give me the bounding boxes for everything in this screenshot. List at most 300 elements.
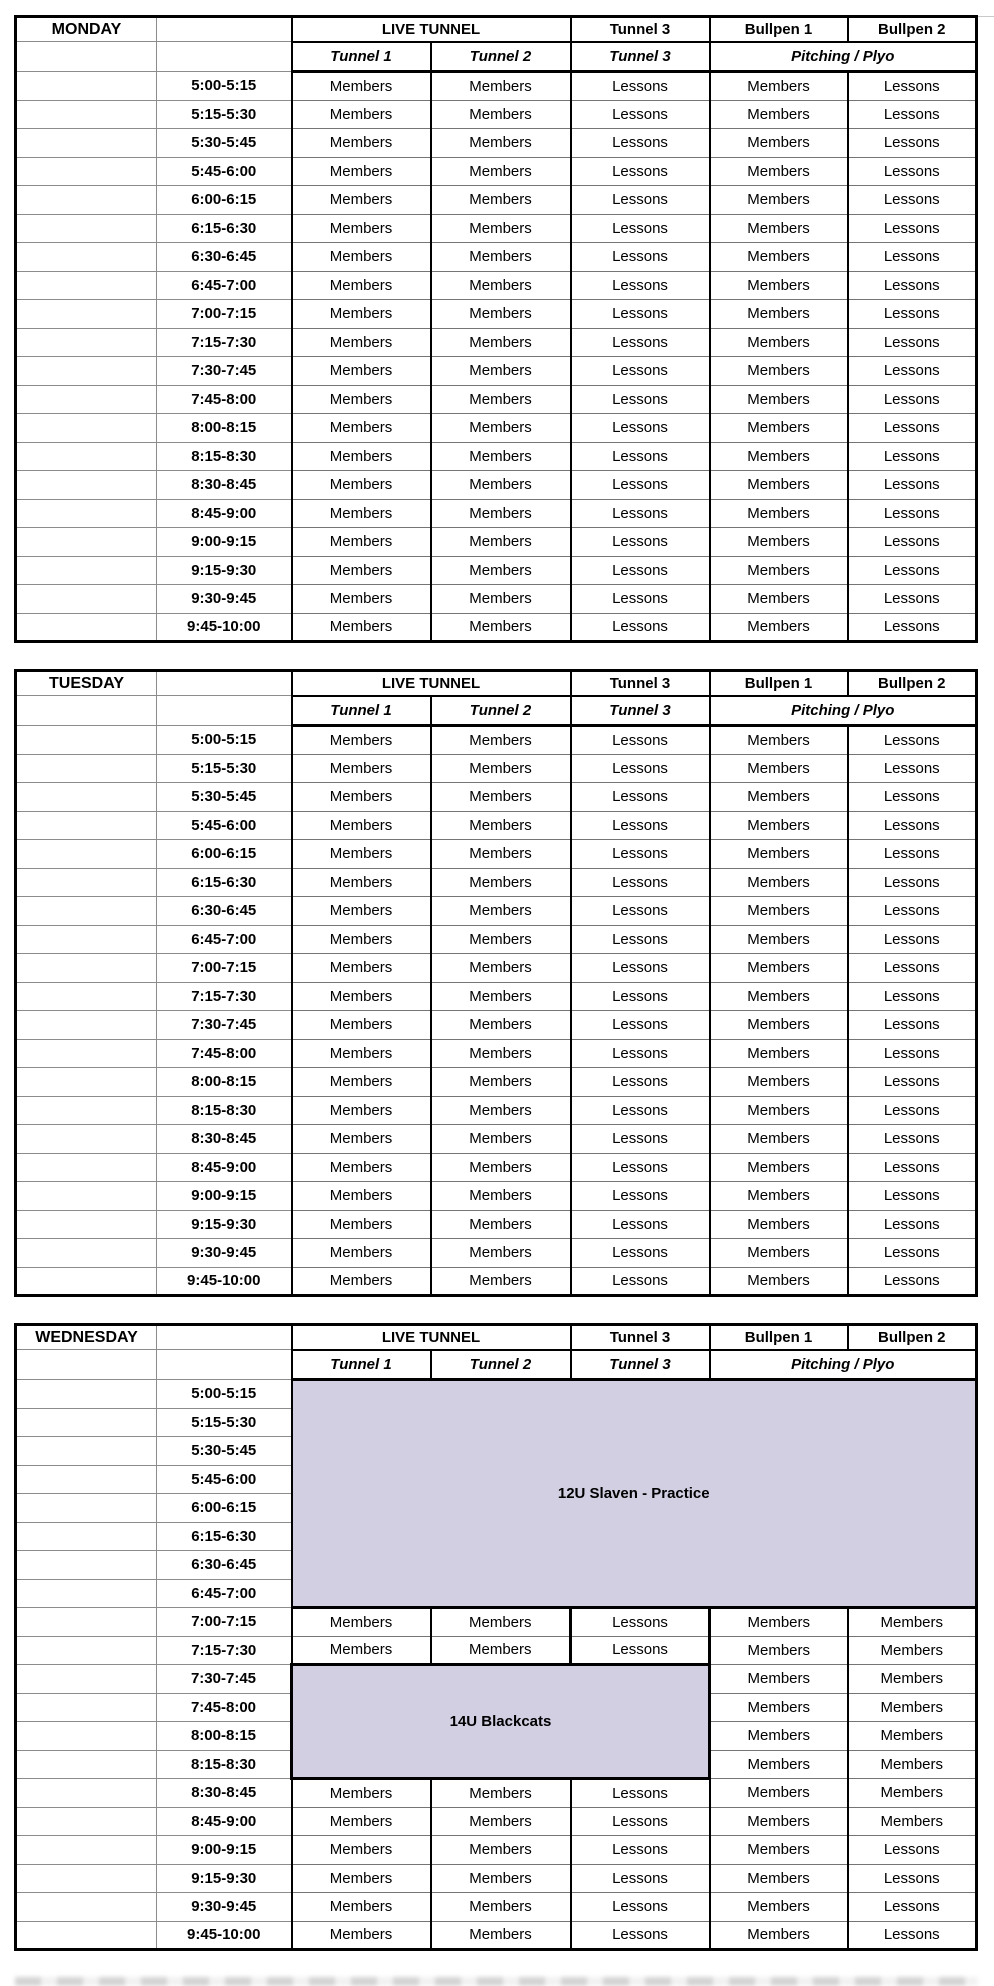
- schedule-cell: Members: [710, 442, 848, 471]
- time-slot-label: 6:45-7:00: [157, 925, 292, 954]
- time-slot-label: 9:15-9:30: [157, 1210, 292, 1239]
- schedule-cell: Lessons: [848, 1239, 977, 1268]
- schedule-cell: Lessons: [848, 414, 977, 443]
- schedule-cell: Lessons: [848, 1893, 977, 1922]
- schedule-cell: Members: [431, 1210, 571, 1239]
- time-slot-label: 5:45-6:00: [157, 811, 292, 840]
- schedule-cell: Lessons: [848, 868, 977, 897]
- schedule-cell: Members: [710, 1750, 848, 1779]
- schedule-row: [16, 214, 977, 243]
- schedule-cell: Members: [292, 1608, 431, 1637]
- schedule-cell: Lessons: [848, 1068, 977, 1097]
- column-subheader-tunnel-2: Tunnel 2: [431, 696, 571, 726]
- schedule-cell: Members: [292, 357, 431, 386]
- schedule-cell: Lessons: [571, 499, 710, 528]
- column-header-bullpen-2: Bullpen 2: [848, 17, 977, 42]
- schedule-cell: Lessons: [848, 328, 977, 357]
- time-slot-label: 7:30-7:45: [157, 1665, 292, 1694]
- time-slot-label: 5:45-6:00: [157, 157, 292, 186]
- schedule-cell: Members: [292, 300, 431, 329]
- time-slot-label: 5:30-5:45: [157, 783, 292, 812]
- schedule-cell: Lessons: [571, 528, 710, 557]
- schedule-cell: Lessons: [571, 1068, 710, 1097]
- day-column-cell: [16, 471, 157, 500]
- time-slot-label: 8:15-8:30: [157, 1750, 292, 1779]
- schedule-cell: Lessons: [571, 214, 710, 243]
- schedule-row: [16, 1380, 977, 1409]
- schedule-cell: Lessons: [848, 1153, 977, 1182]
- schedule-cell: Members: [292, 414, 431, 443]
- schedule-cell: Lessons: [848, 528, 977, 557]
- schedule-row: [16, 1239, 977, 1268]
- day-column-cell: [16, 300, 157, 329]
- day-column-cell: [16, 1039, 157, 1068]
- day-column-cell: [16, 954, 157, 983]
- schedule-row: [16, 982, 977, 1011]
- day-column-cell: [16, 925, 157, 954]
- schedule-row: [16, 1182, 977, 1211]
- sub-header-row: [16, 1350, 977, 1380]
- schedule-cell: Lessons: [848, 300, 977, 329]
- time-slot-label: 9:30-9:45: [157, 585, 292, 614]
- schedule-cell: Members: [710, 1182, 848, 1211]
- time-slot-label: 8:15-8:30: [157, 1096, 292, 1125]
- schedule-cell: Members: [848, 1636, 977, 1665]
- schedule-cell: Members: [431, 72, 571, 101]
- schedule-row: [16, 414, 977, 443]
- schedule-row: [16, 271, 977, 300]
- schedule-cell: Members: [710, 1096, 848, 1125]
- schedule-cell: Lessons: [571, 1893, 710, 1922]
- schedule-cell: Members: [710, 1210, 848, 1239]
- schedule-cell: Members: [292, 556, 431, 585]
- schedule-cell: Members: [710, 1125, 848, 1154]
- day-column-cell: [16, 357, 157, 386]
- schedule-cell: Lessons: [571, 271, 710, 300]
- schedule-cell: Members: [431, 954, 571, 983]
- schedule-cell: Members: [710, 840, 848, 869]
- day-column-cell: [16, 783, 157, 812]
- schedule-row: [16, 1125, 977, 1154]
- day-column-cell: [16, 1068, 157, 1097]
- schedule-cell: Members: [431, 1864, 571, 1893]
- column-header-live-tunnel: LIVE TUNNEL: [292, 17, 571, 42]
- time-slot-label: 6:30-6:45: [157, 243, 292, 272]
- schedule-cell: Members: [292, 243, 431, 272]
- schedule-cell: Members: [431, 556, 571, 585]
- schedule-cell: Members: [710, 72, 848, 101]
- time-slot-label: 8:30-8:45: [157, 1125, 292, 1154]
- day-column-cell: [16, 1153, 157, 1182]
- schedule-cell: Lessons: [571, 840, 710, 869]
- day-column-cell: [16, 1921, 157, 1950]
- schedule-cell: Lessons: [571, 157, 710, 186]
- schedule-row: [16, 357, 977, 386]
- day-label: WEDNESDAY: [16, 1325, 157, 1350]
- schedule-cell: Members: [292, 442, 431, 471]
- schedule-cell: Members: [292, 754, 431, 783]
- schedule-cell: Members: [431, 840, 571, 869]
- schedule-cell: Members: [292, 726, 431, 755]
- column-subheader-tunnel-3: Tunnel 3: [571, 696, 710, 726]
- day-column-cell: [16, 613, 157, 642]
- time-slot-label: 9:00-9:15: [157, 1182, 292, 1211]
- day-label: MONDAY: [16, 17, 157, 42]
- column-header-bullpen-1: Bullpen 1: [710, 671, 848, 696]
- day-column-cell: [16, 1267, 157, 1296]
- schedule-cell: Members: [292, 954, 431, 983]
- schedule-cell: Members: [431, 585, 571, 614]
- schedule-cell: Members: [431, 1921, 571, 1950]
- schedule-cell: Members: [431, 271, 571, 300]
- time-slot-label: 6:00-6:15: [157, 1494, 292, 1523]
- time-slot-label: 5:00-5:15: [157, 726, 292, 755]
- column-header-tunnel-3: Tunnel 3: [571, 1325, 710, 1350]
- day-column-cell: [16, 129, 157, 158]
- schedule-cell: Lessons: [571, 129, 710, 158]
- schedule-cell: Members: [848, 1750, 977, 1779]
- schedule-cell: Members: [710, 271, 848, 300]
- schedule-cell: Lessons: [571, 243, 710, 272]
- schedule-cell: Members: [431, 1267, 571, 1296]
- schedule-cell: Members: [292, 157, 431, 186]
- header-empty-cell: [157, 671, 292, 696]
- column-subheader-tunnel-1: Tunnel 1: [292, 1350, 431, 1380]
- day-column-cell: [16, 1210, 157, 1239]
- schedule-cell: Members: [710, 357, 848, 386]
- schedule-cell: Lessons: [848, 783, 977, 812]
- schedule-cell: Members: [431, 385, 571, 414]
- header-empty-cell: [157, 1350, 292, 1380]
- time-slot-label: 6:30-6:45: [157, 1551, 292, 1580]
- group-header-row: [16, 1325, 977, 1350]
- day-column-cell: [16, 1807, 157, 1836]
- day-column-cell: [16, 811, 157, 840]
- schedule-cell: Lessons: [571, 385, 710, 414]
- header-empty-cell: [157, 42, 292, 72]
- day-column-cell: [16, 528, 157, 557]
- schedule-cell: Members: [292, 1779, 431, 1808]
- column-subheader-tunnel-2: Tunnel 2: [431, 42, 571, 72]
- schedule-cell: Members: [710, 243, 848, 272]
- schedule-cell: Members: [292, 1096, 431, 1125]
- schedule-cell: Lessons: [848, 1039, 977, 1068]
- schedule-row: [16, 1636, 977, 1665]
- schedule-row: [16, 868, 977, 897]
- schedule-cell: Lessons: [571, 186, 710, 215]
- schedule-cell: Members: [431, 442, 571, 471]
- schedule-cell: Members: [710, 1779, 848, 1808]
- schedule-cell: Members: [710, 811, 848, 840]
- schedule-cell: Members: [292, 1921, 431, 1950]
- schedule-cell: Lessons: [571, 300, 710, 329]
- schedule-row: [16, 1068, 977, 1097]
- schedule-cell: Lessons: [848, 754, 977, 783]
- schedule-cell: Members: [710, 585, 848, 614]
- schedule-cell: Members: [431, 100, 571, 129]
- spreadsheet-gridline: [978, 16, 994, 17]
- schedule-cell: Members: [431, 811, 571, 840]
- schedule-cell: Members: [710, 897, 848, 926]
- time-slot-label: 7:45-8:00: [157, 385, 292, 414]
- schedule-cell: Lessons: [848, 243, 977, 272]
- day-column-cell: [16, 1750, 157, 1779]
- schedule-cell: Lessons: [571, 1210, 710, 1239]
- schedule-row: [16, 1779, 977, 1808]
- time-slot-label: 8:45-9:00: [157, 499, 292, 528]
- schedule-cell: Members: [710, 1921, 848, 1950]
- schedule-cell: Lessons: [848, 613, 977, 642]
- schedule-row: [16, 442, 977, 471]
- schedule-cell: Members: [292, 385, 431, 414]
- schedule-cell: Lessons: [571, 328, 710, 357]
- schedule-cell: Lessons: [571, 1608, 710, 1637]
- time-slot-label: 9:00-9:15: [157, 1836, 292, 1865]
- schedule-cell: Lessons: [848, 1836, 977, 1865]
- schedule-row: [16, 100, 977, 129]
- column-header-bullpen-2: Bullpen 2: [848, 671, 977, 696]
- time-slot-label: 7:45-8:00: [157, 1693, 292, 1722]
- schedule-cell: Members: [431, 1779, 571, 1808]
- time-slot-label: 9:30-9:45: [157, 1893, 292, 1922]
- time-slot-label: 6:00-6:15: [157, 186, 292, 215]
- time-slot-label: 8:00-8:15: [157, 1068, 292, 1097]
- schedule-row: [16, 1096, 977, 1125]
- schedule-cell: Lessons: [571, 471, 710, 500]
- time-slot-label: 9:45-10:00: [157, 1267, 292, 1296]
- day-column-cell: [16, 1522, 157, 1551]
- schedule-cell: Lessons: [848, 982, 977, 1011]
- schedule-cell: Members: [710, 613, 848, 642]
- schedule-cell: Members: [292, 328, 431, 357]
- schedule-cell: Members: [848, 1608, 977, 1637]
- schedule-cell: Members: [710, 528, 848, 557]
- time-slot-label: 8:00-8:15: [157, 1722, 292, 1751]
- time-slot-label: 6:00-6:15: [157, 840, 292, 869]
- column-header-bullpen-1: Bullpen 1: [710, 17, 848, 42]
- day-column-cell: [16, 1551, 157, 1580]
- schedule-cell: Members: [292, 499, 431, 528]
- column-subheader-tunnel-1: Tunnel 1: [292, 42, 431, 72]
- schedule-cell: Members: [710, 1153, 848, 1182]
- schedule-cell: Members: [710, 1011, 848, 1040]
- schedule-cell: Members: [710, 1239, 848, 1268]
- column-subheader-pitching-plyo: Pitching / Plyo: [710, 42, 977, 72]
- schedule-cell: Members: [710, 783, 848, 812]
- schedule-cell: Lessons: [848, 1182, 977, 1211]
- schedule-cell: Lessons: [848, 129, 977, 158]
- schedule-cell: Lessons: [571, 585, 710, 614]
- schedule-cell: Members: [710, 100, 848, 129]
- schedule-cell: Members: [292, 613, 431, 642]
- schedule-cell: Members: [710, 1608, 848, 1637]
- schedule-cell: Members: [292, 72, 431, 101]
- time-slot-label: 7:30-7:45: [157, 357, 292, 386]
- day-column-cell: [16, 243, 157, 272]
- schedule-cell: Members: [710, 1636, 848, 1665]
- schedule-cell: Lessons: [571, 868, 710, 897]
- schedule-row: [16, 1836, 977, 1865]
- day-column-cell: [16, 499, 157, 528]
- schedule-cell: Members: [848, 1807, 977, 1836]
- group-header-row: [16, 671, 977, 696]
- schedule-cell: Members: [292, 1864, 431, 1893]
- merged-event-cell: 12U Slaven - Practice: [292, 1380, 977, 1608]
- schedule-cell: Members: [292, 271, 431, 300]
- time-slot-label: 8:00-8:15: [157, 414, 292, 443]
- schedule-cell: Members: [431, 1182, 571, 1211]
- schedule-cell: Members: [292, 100, 431, 129]
- time-slot-label: 9:15-9:30: [157, 1864, 292, 1893]
- schedule-cell: Lessons: [848, 726, 977, 755]
- schedule-cell: Lessons: [571, 1267, 710, 1296]
- schedule-cell: Members: [710, 556, 848, 585]
- schedule-row: [16, 613, 977, 642]
- schedule-cell: Members: [431, 868, 571, 897]
- day-column-cell: [16, 1893, 157, 1922]
- header-empty-cell: [16, 696, 157, 726]
- schedule-cell: Members: [848, 1779, 977, 1808]
- schedule-cell: Lessons: [571, 897, 710, 926]
- day-column-cell: [16, 840, 157, 869]
- schedule-cell: Lessons: [848, 1921, 977, 1950]
- schedule-cell: Members: [431, 613, 571, 642]
- schedule-cell: Lessons: [571, 925, 710, 954]
- schedule-cell: Lessons: [848, 556, 977, 585]
- day-column-cell: [16, 72, 157, 101]
- day-column-cell: [16, 1380, 157, 1409]
- day-column-cell: [16, 186, 157, 215]
- schedule-cell: Lessons: [848, 442, 977, 471]
- schedule-cell: Members: [710, 1068, 848, 1097]
- schedule-cell: Members: [292, 1210, 431, 1239]
- schedule-cell: Members: [710, 385, 848, 414]
- schedule-row: [16, 585, 977, 614]
- schedule-cell: Members: [431, 129, 571, 158]
- schedule-cell: Lessons: [571, 1921, 710, 1950]
- schedule-row: [16, 528, 977, 557]
- schedule-cell: Members: [292, 1267, 431, 1296]
- day-column-cell: [16, 726, 157, 755]
- schedule-cell: Members: [431, 243, 571, 272]
- schedule-cell: Members: [431, 897, 571, 926]
- schedule-cell: Members: [710, 1693, 848, 1722]
- column-subheader-pitching-plyo: Pitching / Plyo: [710, 1350, 977, 1380]
- schedule-cell: Members: [848, 1722, 977, 1751]
- time-slot-label: 8:45-9:00: [157, 1153, 292, 1182]
- schedule-row: [16, 1665, 977, 1694]
- schedule-cell: Lessons: [848, 385, 977, 414]
- day-column-cell: [16, 100, 157, 129]
- schedule-cell: Members: [292, 1153, 431, 1182]
- schedule-cell: Members: [431, 1011, 571, 1040]
- schedule-cell: Members: [292, 783, 431, 812]
- time-slot-label: 8:45-9:00: [157, 1807, 292, 1836]
- time-slot-label: 9:15-9:30: [157, 556, 292, 585]
- schedule-cell: Lessons: [848, 271, 977, 300]
- day-column-cell: [16, 897, 157, 926]
- time-slot-label: 7:15-7:30: [157, 982, 292, 1011]
- schedule-cell: Members: [710, 726, 848, 755]
- schedule-cell: Lessons: [571, 1836, 710, 1865]
- schedule-cell: Members: [710, 1807, 848, 1836]
- day-column-cell: [16, 1494, 157, 1523]
- schedule-cell: Members: [292, 1807, 431, 1836]
- merged-event-cell: 14U Blackcats: [292, 1665, 710, 1779]
- time-slot-label: 7:00-7:15: [157, 1608, 292, 1637]
- day-column-cell: [16, 754, 157, 783]
- schedule-cell: Lessons: [571, 982, 710, 1011]
- schedule-cell: Lessons: [848, 100, 977, 129]
- time-slot-label: 7:30-7:45: [157, 1011, 292, 1040]
- schedule-cell: Lessons: [571, 1153, 710, 1182]
- day-column-cell: [16, 385, 157, 414]
- schedule-cell: Lessons: [848, 1267, 977, 1296]
- schedule-cell: Members: [710, 982, 848, 1011]
- schedule-cell: Members: [710, 1864, 848, 1893]
- schedule-cell: Members: [431, 499, 571, 528]
- schedule-row: [16, 72, 977, 101]
- time-slot-label: 6:45-7:00: [157, 271, 292, 300]
- schedule-cell: Members: [710, 868, 848, 897]
- schedule-cell: Lessons: [848, 585, 977, 614]
- schedule-cell: Members: [292, 1039, 431, 1068]
- schedule-row: [16, 385, 977, 414]
- schedule-cell: Members: [292, 129, 431, 158]
- schedule-cell: Lessons: [848, 157, 977, 186]
- schedule-cell: Members: [710, 499, 848, 528]
- schedule-cell: Members: [431, 1807, 571, 1836]
- day-column-cell: [16, 556, 157, 585]
- schedule-cell: Lessons: [571, 1239, 710, 1268]
- schedule-cell: Lessons: [848, 811, 977, 840]
- schedule-row: [16, 1921, 977, 1950]
- schedule-cell: Lessons: [571, 1039, 710, 1068]
- time-slot-label: 5:00-5:15: [157, 72, 292, 101]
- schedule-cell: Members: [292, 1836, 431, 1865]
- schedule-cell: Lessons: [848, 214, 977, 243]
- schedule-table-wednesday: [14, 1323, 978, 1951]
- day-column-cell: [16, 1239, 157, 1268]
- day-column-cell: [16, 1608, 157, 1637]
- sub-header-row: [16, 42, 977, 72]
- schedule-cell: Members: [431, 754, 571, 783]
- schedule-cell: Lessons: [571, 1636, 710, 1665]
- schedule-cell: Members: [431, 982, 571, 1011]
- schedule-cell: Lessons: [571, 100, 710, 129]
- schedule-cell: Lessons: [571, 613, 710, 642]
- schedule-cell: Lessons: [848, 499, 977, 528]
- schedule-cell: Lessons: [571, 72, 710, 101]
- day-column-cell: [16, 1722, 157, 1751]
- schedule-cell: Members: [431, 1636, 571, 1665]
- time-slot-label: 9:45-10:00: [157, 613, 292, 642]
- schedule-cell: Members: [292, 186, 431, 215]
- schedule-cell: Members: [431, 186, 571, 215]
- schedule-row: [16, 783, 977, 812]
- schedule-cell: Members: [431, 328, 571, 357]
- schedule-cell: Lessons: [848, 1096, 977, 1125]
- schedule-row: [16, 1210, 977, 1239]
- schedule-table-monday: [14, 15, 978, 643]
- schedule-cell: Members: [292, 982, 431, 1011]
- schedule-cell: Members: [848, 1665, 977, 1694]
- time-slot-label: 8:30-8:45: [157, 1779, 292, 1808]
- schedule-cell: Lessons: [848, 1210, 977, 1239]
- time-slot-label: 9:00-9:15: [157, 528, 292, 557]
- schedule-cell: Members: [292, 1068, 431, 1097]
- schedule-cell: Members: [431, 1096, 571, 1125]
